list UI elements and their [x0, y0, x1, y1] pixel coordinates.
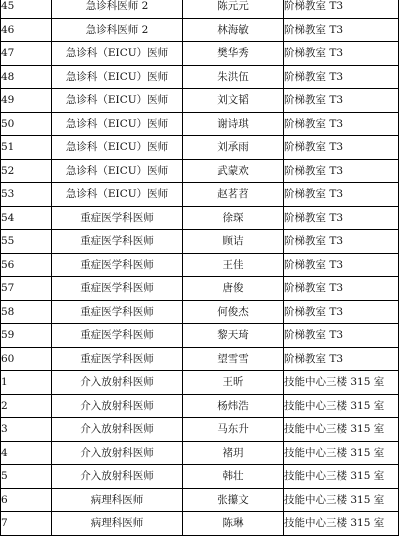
row-name: 马东升 — [183, 418, 284, 442]
roster-body — [1, 0, 399, 535]
row-role: 重症医学科医师 — [52, 324, 183, 348]
table-row — [1, 277, 399, 301]
row-room: 技能中心三楼 315 室 — [284, 512, 399, 536]
table-row — [1, 89, 399, 113]
row-name: 杨炜浩 — [183, 394, 284, 418]
row-role: 急诊科（EICU）医师 — [52, 112, 183, 136]
row-name: 朱洪伍 — [183, 65, 284, 89]
row-name: 武蒙欢 — [183, 159, 284, 183]
table-row — [1, 465, 399, 489]
row-name: 黎天琦 — [183, 324, 284, 348]
row-role: 介入放射科医师 — [52, 465, 183, 489]
table-row — [1, 112, 399, 136]
row-name: 望雪雪 — [183, 347, 284, 371]
row-name: 刘承雨 — [183, 136, 284, 160]
row-name: 刘文韬 — [183, 89, 284, 113]
row-room: 阶梯教室 T3 — [284, 347, 399, 371]
row-room: 阶梯教室 T3 — [284, 89, 399, 113]
row-role: 急诊科（EICU）医师 — [52, 136, 183, 160]
row-role: 急诊科（EICU）医师 — [52, 89, 183, 113]
row-number: 52 — [1, 159, 52, 183]
row-room: 技能中心三楼 315 室 — [284, 418, 399, 442]
row-number: 51 — [1, 136, 52, 160]
table-row — [1, 418, 399, 442]
table-row — [1, 394, 399, 418]
row-role: 急诊科（EICU）医师 — [52, 183, 183, 207]
row-room: 阶梯教室 T3 — [284, 183, 399, 207]
row-number: 58 — [1, 300, 52, 324]
row-role: 重症医学科医师 — [52, 253, 183, 277]
table-row — [1, 136, 399, 160]
row-name: 谢诗琪 — [183, 112, 284, 136]
row-room: 阶梯教室 T3 — [284, 206, 399, 230]
row-number: 5 — [1, 465, 52, 489]
row-number: 47 — [1, 42, 52, 66]
row-room: 阶梯教室 T3 — [284, 277, 399, 301]
table-row — [1, 183, 399, 207]
row-name: 王佳 — [183, 253, 284, 277]
row-role: 重症医学科医师 — [52, 300, 183, 324]
row-room: 阶梯教室 T3 — [284, 324, 399, 348]
row-number: 50 — [1, 112, 52, 136]
row-number: 7 — [1, 512, 52, 536]
table-row — [1, 512, 399, 536]
table-row — [1, 324, 399, 348]
row-number: 4 — [1, 441, 52, 465]
row-number: 6 — [1, 488, 52, 512]
table-row — [1, 65, 399, 89]
row-room: 技能中心三楼 315 室 — [284, 371, 399, 395]
row-room: 技能中心三楼 315 室 — [284, 488, 399, 512]
table-row — [1, 347, 399, 371]
table-row — [1, 253, 399, 277]
row-room: 技能中心三楼 315 室 — [284, 441, 399, 465]
row-name: 林海敏 — [183, 18, 284, 42]
row-role: 病理科医师 — [52, 488, 183, 512]
row-room: 阶梯教室 T3 — [284, 253, 399, 277]
table-row — [1, 159, 399, 183]
row-role: 重症医学科医师 — [52, 230, 183, 254]
row-name: 陈琳 — [183, 512, 284, 536]
table-row — [1, 206, 399, 230]
row-name: 顾诘 — [183, 230, 284, 254]
table-row — [1, 300, 399, 324]
row-number: 1 — [1, 371, 52, 395]
row-role: 急诊科医师 2 — [52, 0, 183, 18]
row-name: 徐琛 — [183, 206, 284, 230]
row-role: 介入放射科医师 — [52, 371, 183, 395]
table-row — [1, 441, 399, 465]
row-room: 阶梯教室 T3 — [284, 230, 399, 254]
row-name: 樊华秀 — [183, 42, 284, 66]
row-room: 阶梯教室 T3 — [284, 65, 399, 89]
row-name: 褚玥 — [183, 441, 284, 465]
row-role: 介入放射科医师 — [52, 441, 183, 465]
table-row — [1, 488, 399, 512]
row-number: 48 — [1, 65, 52, 89]
row-role: 急诊科（EICU）医师 — [52, 159, 183, 183]
row-room: 技能中心三楼 315 室 — [284, 465, 399, 489]
row-name: 韩壮 — [183, 465, 284, 489]
row-number: 57 — [1, 277, 52, 301]
row-name: 何俊杰 — [183, 300, 284, 324]
row-role: 急诊科医师 2 — [52, 18, 183, 42]
table-row — [1, 42, 399, 66]
row-number: 49 — [1, 89, 52, 113]
row-room: 阶梯教室 T3 — [284, 136, 399, 160]
row-role: 急诊科（EICU）医师 — [52, 65, 183, 89]
row-number: 55 — [1, 230, 52, 254]
row-room: 阶梯教室 T3 — [284, 18, 399, 42]
row-number: 60 — [1, 347, 52, 371]
row-role: 重症医学科医师 — [52, 347, 183, 371]
row-number: 46 — [1, 18, 52, 42]
row-number: 59 — [1, 324, 52, 348]
row-number: 2 — [1, 394, 52, 418]
row-room: 阶梯教室 T3 — [284, 159, 399, 183]
row-number: 56 — [1, 253, 52, 277]
row-role: 重症医学科医师 — [52, 277, 183, 301]
row-name: 王昕 — [183, 371, 284, 395]
row-name: 赵茗苕 — [183, 183, 284, 207]
table-row — [1, 0, 399, 18]
row-number: 3 — [1, 418, 52, 442]
row-role: 介入放射科医师 — [52, 418, 183, 442]
row-role: 急诊科（EICU）医师 — [52, 42, 183, 66]
row-role: 重症医学科医师 — [52, 206, 183, 230]
row-room: 阶梯教室 T3 — [284, 42, 399, 66]
table-row — [1, 230, 399, 254]
row-role: 病理科医师 — [52, 512, 183, 536]
table-row — [1, 371, 399, 395]
row-room: 阶梯教室 T3 — [284, 0, 399, 18]
row-name: 张攥文 — [183, 488, 284, 512]
table-row — [1, 18, 399, 42]
row-name: 唐俊 — [183, 277, 284, 301]
row-number: 54 — [1, 206, 52, 230]
row-number: 53 — [1, 183, 52, 207]
row-room: 阶梯教室 T3 — [284, 112, 399, 136]
row-number: 45 — [1, 0, 52, 18]
row-room: 技能中心三楼 315 室 — [284, 394, 399, 418]
row-room: 阶梯教室 T3 — [284, 300, 399, 324]
row-name: 陈元元 — [183, 0, 284, 18]
row-role: 介入放射科医师 — [52, 394, 183, 418]
